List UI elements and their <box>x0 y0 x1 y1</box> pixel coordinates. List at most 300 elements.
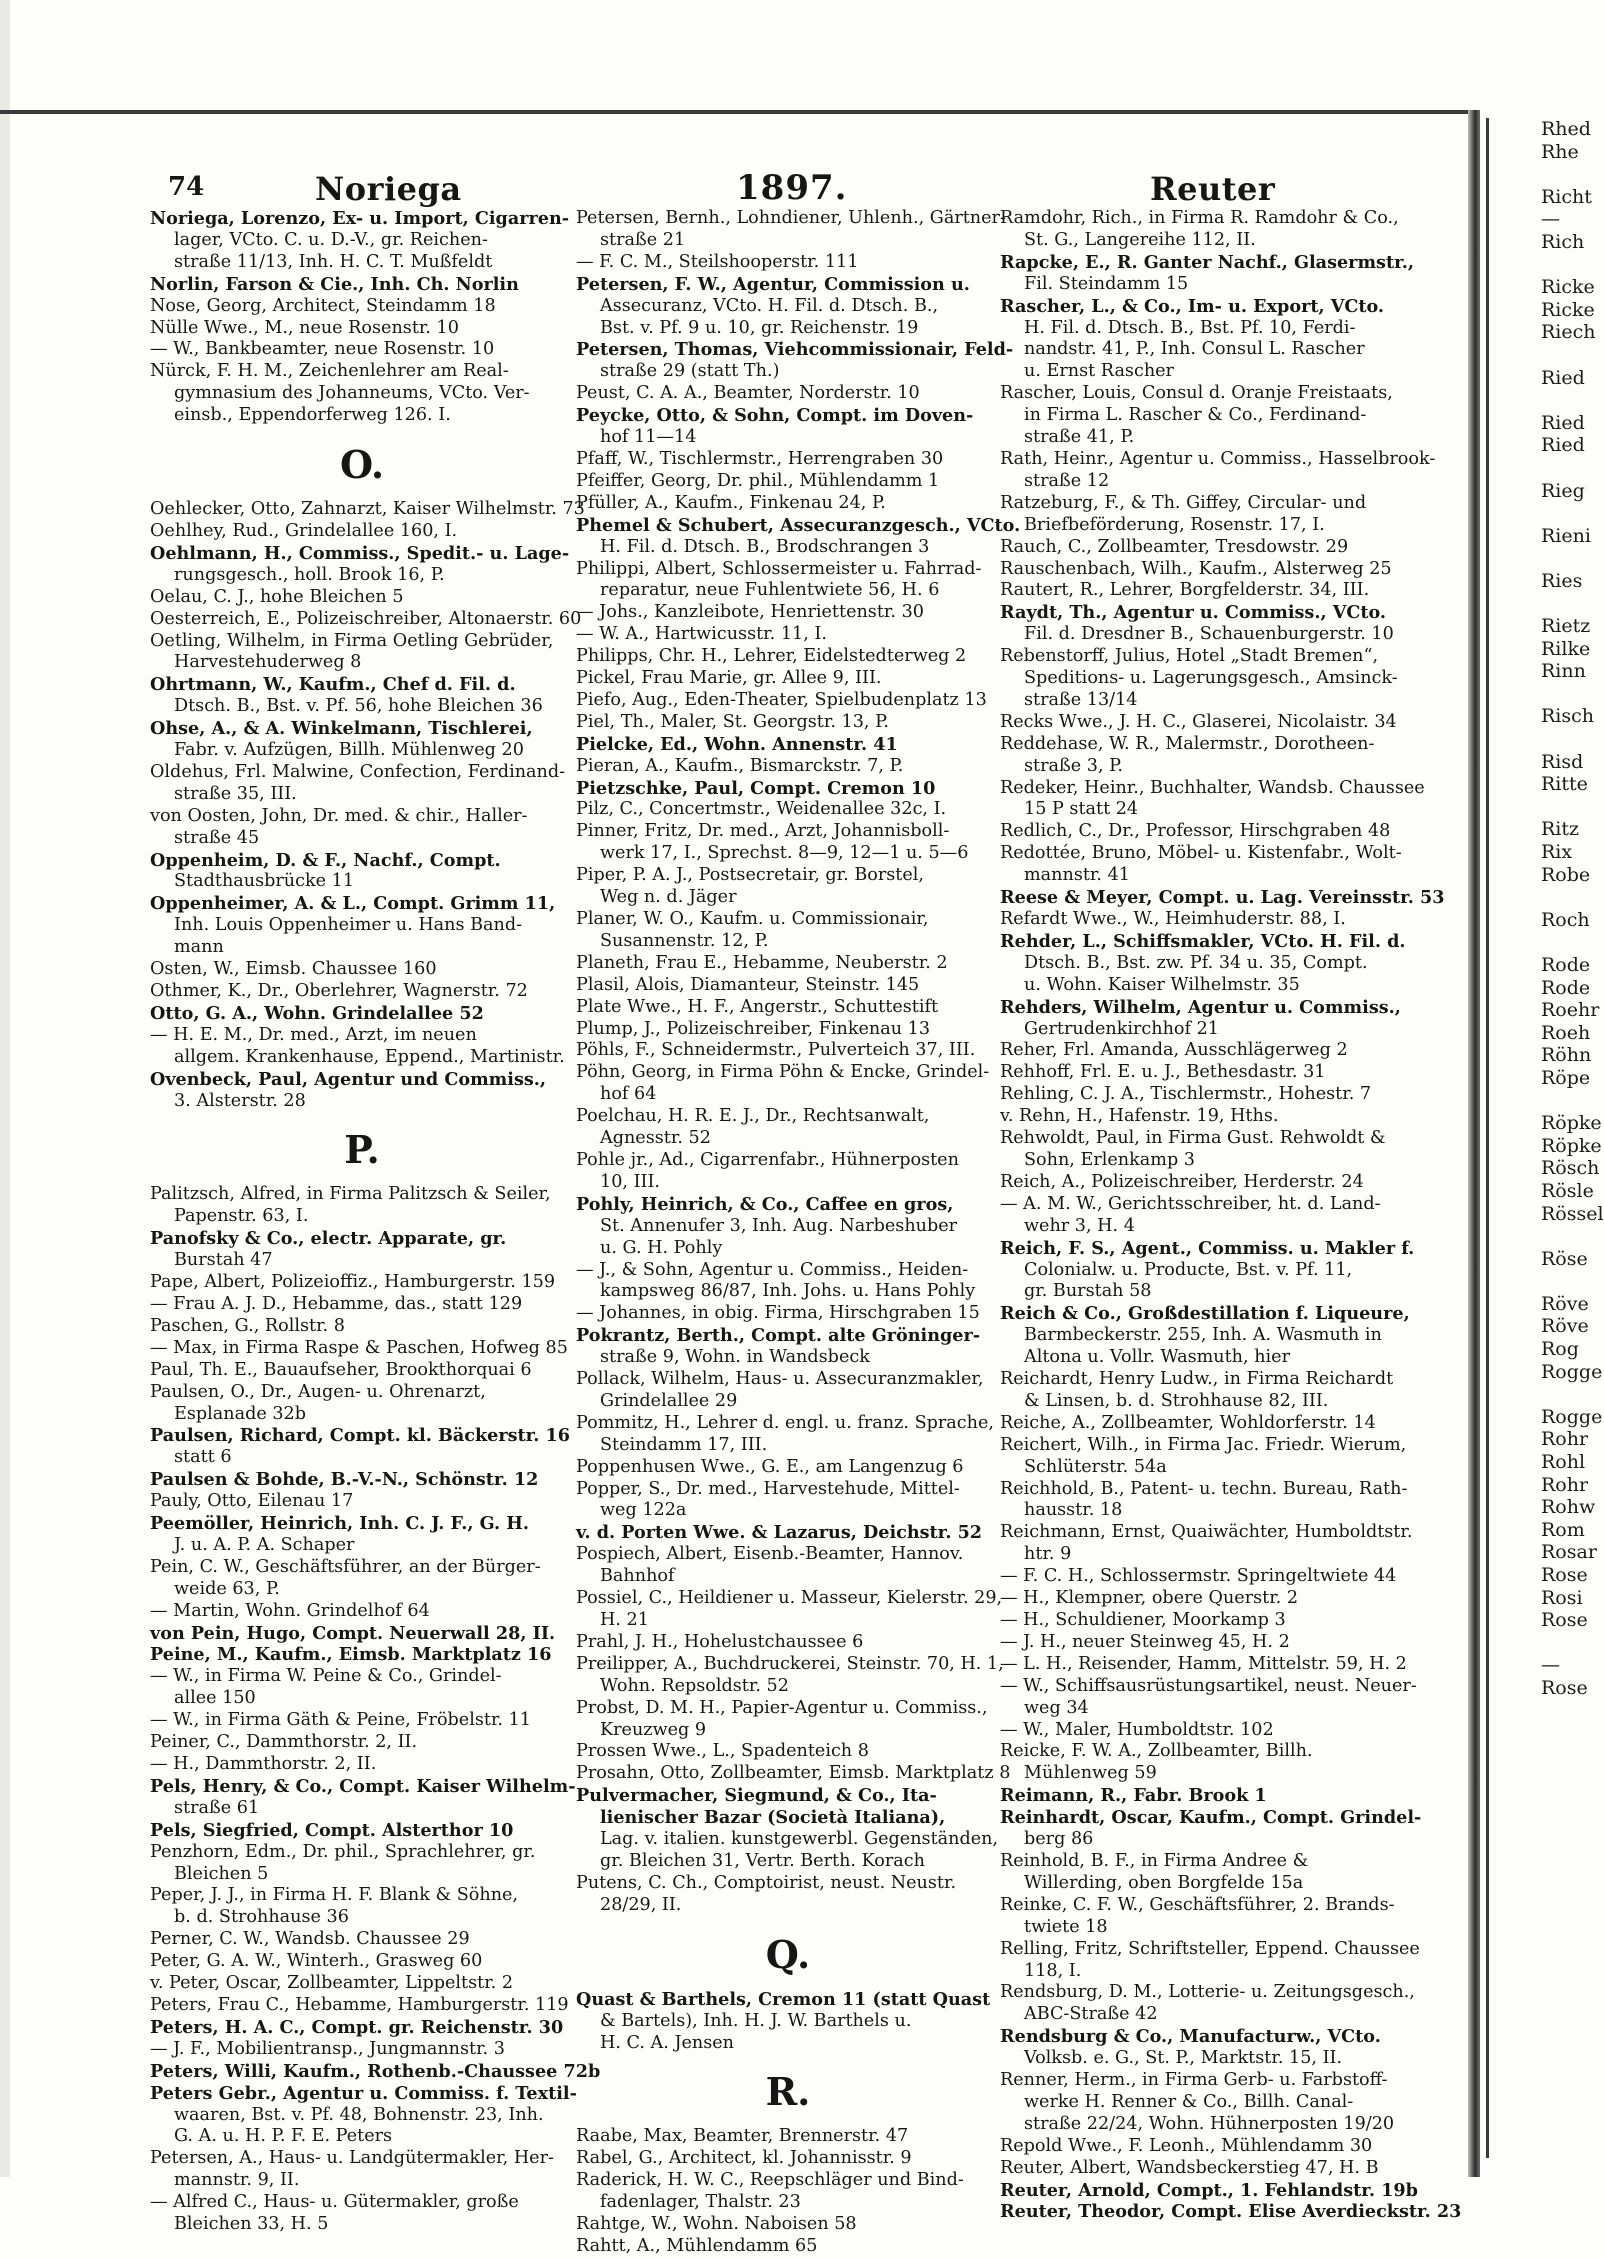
directory-entry: Rahtt, A., Mühlendamm 65 <box>576 2235 818 2256</box>
directory-entry: Planer, W. O., Kaufm. u. Commissionair, <box>576 909 929 929</box>
entry-continuation: htr. 9 <box>1024 1544 1072 1565</box>
directory-entry: Renner, Herm., in Firma Gerb- u. Farbstoff- <box>1000 2070 1388 2091</box>
next-page-fragment <box>1489 796 1603 819</box>
next-page-fragment: Röve <box>1541 1292 1589 1315</box>
directory-entry: Reddehase, W. R., Malermstr., Dorotheen- <box>1000 733 1375 754</box>
next-page-fragment: Röpke <box>1541 1112 1602 1135</box>
directory-entry: Nose, Georg, Architect, Steindamm 18 <box>150 295 496 316</box>
column-3 <box>1000 208 1462 2223</box>
section-letter: Q. <box>765 1931 811 1977</box>
entry-continuation: straße 61 <box>174 1797 260 1818</box>
next-page-fragment: Rog <box>1541 1338 1579 1361</box>
page-header <box>150 168 1470 212</box>
entry-continuation: Bleichen 5 <box>174 1863 269 1884</box>
next-page-fragment: Röpke <box>1541 1134 1602 1157</box>
next-page-fragment: Ries <box>1541 569 1583 592</box>
directory-entry: Peemöller, Heinrich, Inh. C. J. F., G. H. <box>150 1513 530 1535</box>
directory-entry: Ramdohr, Rich., in Firma R. Ramdohr & Co., <box>1000 208 1399 228</box>
entry-continuation: kampsweg 86/87, Inh. Johs. u. Hans Pohly <box>600 1281 976 1302</box>
entry-continuation: straße 12 <box>1024 470 1110 491</box>
directory-entry: Reichardt, Henry Ludw., in Firma Reichardt <box>1000 1369 1394 1390</box>
directory-entry: Pohly, Heinrich, & Co., Caffee en gros, <box>576 1193 954 1215</box>
directory-entry: Plate Wwe., H. F., Angerstr., Schuttestift <box>576 996 939 1017</box>
directory-entry: Reuter, Theodor, Compt. Elise Averdieckstr. 23 <box>1000 2201 1462 2223</box>
directory-entry: Paulsen & Bohde, B.-V.-N., Schönstr. 12 <box>150 1469 539 1491</box>
directory-entry: Raderick, H. W. C., Reepschläger und Bind- <box>576 2170 964 2191</box>
entry-continuation: 15 P statt 24 <box>1024 799 1139 820</box>
entry-continuation: straße 45 <box>174 827 260 848</box>
entry-continuation: in Firma L. Rascher & Co., Ferdinand- <box>1024 405 1367 426</box>
next-page-edge <box>1486 118 1603 2158</box>
section-letter: P. <box>344 1127 380 1173</box>
entry-continuation: Volksb. e. G., St. P., Marktstr. 15, II. <box>1024 2048 1343 2069</box>
next-page-fragment <box>1489 254 1603 277</box>
directory-entry: Pilz, C., Concertmstr., Weidenallee 32c, I. <box>576 799 947 820</box>
directory-entry: Phemel & Schubert, Assecuranzgesch., VCto. <box>576 514 1021 536</box>
entry-continuation: lienischer Bazar (Società Italiana), <box>600 1807 946 1829</box>
entry-continuation: straße 21 <box>600 229 686 250</box>
entry-continuation: St. Annenufer 3, Inh. Aug. Narbeshuber <box>600 1215 958 1236</box>
next-page-fragment: Rösch <box>1541 1157 1600 1180</box>
directory-entry: Oppenheim, D. & F., Nachf., Compt. <box>150 849 501 871</box>
next-page-fragment <box>1489 389 1603 412</box>
directory-entry: Pielcke, Ed., Wohn. Annenstr. 41 <box>576 733 898 755</box>
next-page-fragment <box>1489 931 1603 954</box>
directory-entry: Reimann, R., Fabr. Brook 1 <box>1000 1785 1267 1807</box>
next-page-fragment: Richt <box>1541 185 1592 208</box>
directory-entry: Peters, Willi, Kaufm., Rothenb.-Chaussee 72b <box>150 2060 601 2082</box>
entry-continuation: J. u. A. P. A. Schaper <box>174 1534 355 1555</box>
directory-entry: Poppenhusen Wwe., G. E., am Langenzug 6 <box>576 1456 964 1477</box>
directory-entry: — Johannes, in obig. Firma, Hirschgraben 15 <box>576 1303 980 1324</box>
directory-entry: Rascher, L., & Co., Im- u. Export, VCto. <box>1000 295 1385 317</box>
entry-continuation: Colonialw. u. Producte, Bst. v. Pf. 11, <box>1024 1259 1353 1280</box>
entry-continuation: straße 35, III. <box>174 783 297 804</box>
directory-entry: — H., Schuldiener, Moorkamp 3 <box>1000 1610 1286 1630</box>
next-page-fragment <box>1489 1383 1603 1406</box>
directory-entry: v. Peter, Oscar, Zollbeamter, Lippeltstr. 2 <box>150 1973 514 1994</box>
entry-continuation: Bahnhof <box>600 1566 675 1587</box>
entry-continuation: Dtsch. B., Bst. zw. Pf. 34 u. 35, Compt. <box>1024 952 1368 973</box>
next-page-fragment: Rinn <box>1541 660 1586 683</box>
entry-continuation: berg 86 <box>1024 1829 1094 1850</box>
directory-entry: Reichert, Wilh., in Firma Jac. Friedr. Wierum, <box>1000 1434 1407 1455</box>
directory-entry: Repold Wwe., F. Leonh., Mühlendamm 30 <box>1000 2135 1373 2156</box>
next-page-fragment: Roehr <box>1541 999 1600 1022</box>
directory-entry: Rahtge, W., Wohn. Naboisen 58 <box>576 2214 857 2235</box>
entry-continuation: einsb., Eppendorferweg 126. I. <box>174 405 451 426</box>
entry-continuation: twiete 18 <box>1024 1916 1108 1937</box>
entry-continuation: Papenstr. 63, I. <box>174 1206 309 1227</box>
next-page-fragment <box>1489 886 1603 909</box>
scan-edge <box>0 0 10 2177</box>
next-page-fragment: — <box>1541 208 1560 231</box>
directory-entry: von Pein, Hugo, Compt. Neuerwall 28, II. <box>150 1622 556 1644</box>
directory-entry: Paulsen, O., Dr., Augen- u. Ohrenarzt, <box>150 1381 486 1402</box>
directory-entry: Pels, Henry, & Co., Compt. Kaiser Wilhelm- <box>150 1775 576 1797</box>
directory-entry: Paulsen, Richard, Compt. kl. Bäckerstr. 16 <box>150 1425 571 1447</box>
next-page-fragment: Rohl <box>1541 1451 1586 1474</box>
directory-entry: v. d. Porten Wwe. & Lazarus, Deichstr. 52 <box>576 1522 983 1544</box>
directory-entry: Raabe, Max, Beamter, Brennerstr. 47 <box>576 2126 909 2147</box>
entry-continuation: fadenlager, Thalstr. 23 <box>600 2192 801 2213</box>
directory-entry: Refardt Wwe., W., Heimhuderstr. 88, I. <box>1000 909 1346 929</box>
entry-continuation: weg 122a <box>600 1500 687 1521</box>
entry-continuation: H. Fil. d. Dtsch. B., Brodschrangen 3 <box>600 536 930 557</box>
directory-entry: — H., Dammthorstr. 2, II. <box>150 1754 377 1774</box>
entry-continuation: Grindelallee 29 <box>600 1390 738 1411</box>
directory-entry: Pollack, Wilhelm, Haus- u. Assecuranzmakler, <box>576 1369 984 1390</box>
entry-continuation: u. Ernst Rascher <box>1024 361 1174 382</box>
directory-entry: Plasil, Alois, Diamanteur, Steinstr. 145 <box>576 974 920 995</box>
directory-entry: Petersen, Thomas, Viehcommissionair, Feld- <box>576 339 1014 361</box>
entry-continuation: Fabr. v. Aufzügen, Billh. Mühlenweg 20 <box>174 740 524 761</box>
directory-entry: Peters, Frau C., Hebamme, Hamburgerstr. 119 <box>150 1994 569 2015</box>
directory-entry: Reinhold, B. F., in Firma Andree & <box>1000 1850 1309 1871</box>
directory-entry: Pieran, A., Kaufm., Bismarckstr. 7, P. <box>576 755 904 776</box>
left-headword: Noriega <box>315 170 462 208</box>
entry-continuation: Speditions- u. Lagerungsgesch., Amsinck- <box>1024 668 1398 689</box>
directory-entry: — F. C. H., Schlossermstr. Springeltwiete 44 <box>1000 1566 1397 1587</box>
entry-continuation: Fil. Steindamm 15 <box>1024 273 1189 294</box>
directory-entry: Pfaff, W., Tischlermstr., Herrengraben 30 <box>576 448 944 469</box>
entry-continuation: Sohn, Erlenkamp 3 <box>1024 1149 1195 1170</box>
directory-entry: — W., Schiffsausrüstungsartikel, neust. Neuer- <box>1000 1675 1417 1696</box>
directory-entry: Recks Wwe., J. H. C., Glaserei, Nicolaistr. 34 <box>1000 711 1397 732</box>
entry-continuation: straße 29 (statt Th.) <box>600 361 780 382</box>
directory-entry: Petersen, Bernh., Lohndiener, Uhlenh., Gärtner- <box>576 208 1006 228</box>
entry-continuation: Schlüterstr. 54a <box>1024 1456 1167 1477</box>
next-page-fragment: Rohw <box>1541 1496 1596 1519</box>
directory-entry: — F. C. M., Steilshooperstr. 111 <box>576 251 859 272</box>
next-page-fragment <box>1489 1090 1603 1113</box>
entry-continuation: & Bartels), Inh. H. J. W. Barthels u. <box>600 2010 912 2031</box>
directory-entry: Oehlhey, Rud., Grindelallee 160, I. <box>150 520 458 541</box>
directory-entry: Reuter, Albert, Wandsbeckerstieg 47, H. B <box>1000 2157 1379 2178</box>
directory-entry: Pinner, Fritz, Dr. med., Arzt, Johannisboll- <box>576 821 950 842</box>
directory-entry: — W., Bankbeamter, neue Rosenstr. 10 <box>150 339 495 360</box>
next-page-fragment: Rose <box>1541 1676 1588 1699</box>
directory-entry: Oehlmann, H., Commiss., Spedit.- u. Lage- <box>150 542 570 564</box>
entry-continuation: waaren, Bst. v. Pf. 48, Bohnenstr. 23, Inh. <box>174 2104 544 2125</box>
entry-continuation: straße 13/14 <box>1024 689 1138 710</box>
entry-continuation: Dtsch. B., Bst. v. Pf. 56, hohe Bleichen 36 <box>174 696 543 717</box>
next-page-fragment: Rogge <box>1541 1360 1603 1383</box>
directory-entry: Possiel, C., Heildiener u. Masseur, Kielerstr. 29, <box>576 1588 1003 1609</box>
directory-entry: — W., in Firma Gäth & Peine, Fröbelstr. 11 <box>150 1710 531 1731</box>
directory-entry: Poelchau, H. R. E. J., Dr., Rechtsanwalt, <box>576 1106 930 1127</box>
directory-entry: — L. H., Reisender, Hamm, Mittelstr. 59, H. 2 <box>1000 1653 1407 1674</box>
entry-continuation: straße 9, Wohn. in Wandsbeck <box>600 1347 870 1368</box>
directory-entry: Peters, H. A. C., Compt. gr. Reichenstr. 30 <box>150 2016 564 2038</box>
entry-continuation: mann <box>174 937 224 958</box>
directory-entry: Pfüller, A., Kaufm., Finkenau 24, P. <box>576 492 886 513</box>
entry-continuation: Stadthausbrücke 11 <box>174 871 355 892</box>
directory-entry: Rehwoldt, Paul, in Firma Gust. Rehwoldt & <box>1000 1128 1386 1149</box>
entry-continuation: Briefbeförderung, Rosenstr. 17, I. <box>1024 514 1325 535</box>
directory-entry: Nürck, F. H. M., Zeichenlehrer am Real- <box>150 361 509 382</box>
directory-entry: Reinke, C. F. W., Geschäftsführer, 2. Brands- <box>1000 1894 1395 1915</box>
directory-entry: Reuter, Arnold, Compt., 1. Fehlandstr. 19b <box>1000 2179 1418 2201</box>
directory-entry: Pöhn, Georg, in Firma Pöhn & Encke, Grindel- <box>576 1062 990 1083</box>
directory-entry: Rauch, C., Zollbeamter, Tresdowstr. 29 <box>1000 536 1349 557</box>
entry-continuation: Barmbeckerstr. 255, Inh. A. Wasmuth in <box>1024 1325 1382 1346</box>
entry-continuation: wehr 3, H. 4 <box>1024 1215 1135 1236</box>
entry-continuation: u. Wohn. Kaiser Wilhelmstr. 35 <box>1024 974 1300 995</box>
directory-entry: Rabel, G., Architect, kl. Johannisstr. 9 <box>576 2148 912 2169</box>
next-page-fragment: — <box>1541 1654 1560 1677</box>
section-letter: R. <box>765 2069 811 2115</box>
directory-entry: Pokrantz, Berth., Compt. alte Gröninger- <box>576 1325 981 1347</box>
directory-entry: Noriega, Lorenzo, Ex- u. Import, Cigarren- <box>150 208 570 229</box>
directory-entry: — H. E. M., Dr. med., Arzt, im neuen <box>150 1024 477 1045</box>
entry-continuation: hof 64 <box>600 1084 657 1105</box>
directory-entry: Raydt, Th., Agentur u. Commiss., VCto. <box>1000 602 1387 624</box>
directory-entry: — W., in Firma W. Peine & Co., Grindel- <box>150 1666 502 1687</box>
directory-entry: Nülle Wwe., M., neue Rosenstr. 10 <box>150 317 459 338</box>
next-page-fragment: Rose <box>1541 1609 1588 1632</box>
next-page-fragment: Riech <box>1541 321 1596 344</box>
directory-entry: Reich, F. S., Agent., Commiss. u. Makler f. <box>1000 1237 1415 1259</box>
next-page-fragment <box>1489 592 1603 615</box>
entry-continuation: straße 3, P. <box>1024 755 1123 776</box>
next-page-fragment: Röse <box>1541 1247 1588 1270</box>
entry-continuation: Mühlenweg 59 <box>1024 1763 1157 1784</box>
next-page-fragment: Roch <box>1541 908 1590 931</box>
next-page-fragment: Rietz <box>1541 615 1591 638</box>
directory-entry: Peycke, Otto, & Sohn, Compt. im Doven- <box>576 405 974 427</box>
next-page-fragment <box>1489 457 1603 480</box>
entry-continuation: Susannenstr. 12, P. <box>600 930 769 951</box>
directory-entry: Reich, A., Polizeischreiber, Herderstr. 24 <box>1000 1171 1364 1192</box>
directory-entry: — Max, in Firma Raspe & Paschen, Hofweg 85 <box>150 1337 568 1358</box>
next-page-fragment: Risd <box>1541 750 1584 773</box>
entry-continuation: Weg n. d. Jäger <box>600 887 737 908</box>
directory-entry: Petersen, A., Haus- u. Landgütermakler, Her- <box>150 2148 554 2169</box>
directory-entry: Rendsburg, D. M., Lotterie- u. Zeitungsgesch., <box>1000 1982 1415 2003</box>
next-page-fragment: Ricke <box>1541 276 1595 299</box>
next-page-fragment: Ried <box>1541 411 1585 434</box>
entry-continuation: werke H. Renner & Co., Billh. Canal- <box>1024 2091 1354 2112</box>
entry-continuation: mannstr. 41 <box>1024 865 1130 886</box>
directory-entry: — A. M. W., Gerichtsschreiber, ht. d. Land- <box>1000 1193 1381 1214</box>
next-page-fragment: Rogge <box>1541 1405 1603 1428</box>
directory-entry: Oetling, Wilhelm, in Firma Oetling Gebrüder, <box>150 630 554 651</box>
directory-entry: Philipps, Chr. H., Lehrer, Eidelstedterweg 2 <box>576 646 967 667</box>
next-page-fragment: Rohr <box>1541 1473 1589 1496</box>
book-gutter <box>1468 110 1480 2177</box>
directory-entry: — J., & Sohn, Agentur u. Commiss., Heiden- <box>576 1259 969 1280</box>
directory-entry: Rautert, R., Lehrer, Borgfelderstr. 34, III. <box>1000 580 1370 601</box>
entry-continuation: allgem. Krankenhause, Eppend., Martinistr. <box>174 1046 565 1067</box>
entry-continuation: Bleichen 33, H. 5 <box>174 2214 329 2235</box>
entry-continuation: Altona u. Vollr. Wasmuth, hier <box>1024 1347 1290 1368</box>
directory-entry: Pohle jr., Ad., Cigarrenfabr., Hühnerposten <box>576 1149 959 1170</box>
next-page-fragment: Röve <box>1541 1315 1589 1338</box>
directory-entry: — W., Maler, Humboldtstr. 102 <box>1000 1719 1274 1740</box>
entry-continuation: Burstah 47 <box>174 1250 273 1271</box>
next-page-fragment: Rieg <box>1541 479 1585 502</box>
directory-entry: Pöhls, F., Schneidermstr., Pulverteich 37, III. <box>576 1040 976 1061</box>
directory-entry: Rascher, Louis, Consul d. Oranje Freistaats, <box>1000 383 1393 404</box>
directory-entry: Quast & Barthels, Cremon 11 (statt Quast <box>576 1988 991 2010</box>
directory-entry: Pulvermacher, Siegmund, & Co., Ita- <box>576 1785 937 1807</box>
directory-entry: — Alfred C., Haus- u. Gütermakler, große <box>150 2192 519 2213</box>
entry-continuation: Willerding, oben Borgfelde 15a <box>1024 1872 1304 1893</box>
page-top-rule <box>0 110 1470 114</box>
directory-entry: Redottée, Bruno, Möbel- u. Kistenfabr., Wolt- <box>1000 843 1402 864</box>
next-page-fragment: Roeh <box>1541 1021 1591 1044</box>
entry-continuation: Wohn. Repsoldstr. 52 <box>600 1675 789 1696</box>
entry-continuation: G. A. u. H. P. F. E. Peters <box>174 2126 393 2147</box>
directory-entry: von Oosten, John, Dr. med. & chir., Haller- <box>150 805 528 826</box>
directory-entry: Reichmann, Ernst, Quaiwächter, Humboldtstr. <box>1000 1522 1413 1543</box>
directory-entry: Oesterreich, E., Polizeischreiber, Altonaerstr. 60 <box>150 608 582 629</box>
next-page-fragment: Ried <box>1541 434 1585 457</box>
directory-entry: Ratzeburg, F., & Th. Giffey, Circular- und <box>1000 492 1367 513</box>
entry-continuation: Harvestehuderweg 8 <box>174 652 362 673</box>
entry-continuation: werk 17, I., Sprechst. 8—9, 12—1 u. 5—6 <box>600 843 969 864</box>
entry-continuation: 118, I. <box>1024 1960 1082 1981</box>
entry-continuation: weide 63, P. <box>174 1578 280 1599</box>
entry-continuation: gymnasium des Johanneums, VCto. Ver- <box>174 383 530 404</box>
directory-entry: Plump, J., Polizeischreiber, Finkenau 13 <box>576 1018 931 1039</box>
directory-entry: Reicke, F. W. A., Zollbeamter, Billh. <box>1000 1741 1313 1762</box>
next-page-fragment <box>1489 502 1603 525</box>
directory-entry: Prossen Wwe., L., Spadenteich 8 <box>576 1741 869 1762</box>
directory-entry: Petersen, F. W., Agentur, Commission u. <box>576 273 970 295</box>
directory-entry: Rehders, Wilhelm, Agentur u. Commiss., <box>1000 996 1401 1018</box>
directory-entry: Pickel, Frau Marie, gr. Allee 9, III. <box>576 668 882 689</box>
directory-entry: Rapcke, E., R. Ganter Nachf., Glasermstr., <box>1000 251 1414 273</box>
directory-entry: Piefo, Aug., Eden-Theater, Spielbudenplatz 13 <box>576 689 987 710</box>
directory-entry: Oldehus, Frl. Malwine, Confection, Ferdinand- <box>150 761 566 782</box>
entry-continuation: straße 11/13, Inh. H. C. T. Mußfeldt <box>174 251 493 272</box>
directory-entry: Reese & Meyer, Compt. u. Lag. Vereinsstr. 53 <box>1000 887 1445 909</box>
directory-entry: Redlich, C., Dr., Professor, Hirschgraben 48 <box>1000 821 1391 842</box>
entry-continuation: Lag. v. italien. kunstgewerbl. Gegenständen, <box>600 1829 999 1850</box>
directory-entry: Redeker, Heinr., Buchhalter, Wandsb. Chaussee <box>1000 777 1425 798</box>
next-page-fragment <box>1489 163 1603 186</box>
entry-continuation: nandstr. 41, P., Inh. Consul L. Rascher <box>1024 339 1365 360</box>
next-page-fragment <box>1489 683 1603 706</box>
directory-entry: Paul, Th. E., Bauaufseher, Brookthorquai 6 <box>150 1359 532 1380</box>
next-page-fragment: Rosi <box>1541 1586 1583 1609</box>
entry-continuation: allee 150 <box>174 1688 256 1709</box>
next-page-fragment <box>1489 1225 1603 1248</box>
next-page-fragment <box>1489 547 1603 570</box>
directory-entry: Rehling, C. J. A., Tischlermstr., Hohestr. 7 <box>1000 1084 1372 1105</box>
entry-continuation: Steindamm 17, III. <box>600 1434 768 1455</box>
entry-continuation: Assecuranz, VCto. H. Fil. d. Dtsch. B., <box>600 295 939 316</box>
next-page-fragment: Risch <box>1541 705 1595 728</box>
next-page-fragment: Rhe <box>1541 140 1579 163</box>
directory-entry: Peust, C. A. A., Beamter, Norderstr. 10 <box>576 383 920 404</box>
directory-entry: Prosahn, Otto, Zollbeamter, Eimsb. Marktplatz 8 <box>576 1763 1011 1784</box>
directory-entry: Planeth, Frau E., Hebamme, Neuberstr. 2 <box>576 952 948 973</box>
entry-continuation: Fil. d. Dresdner B., Schauenburgerstr. 10 <box>1024 624 1394 645</box>
directory-entry: Perner, C. W., Wandsb. Chaussee 29 <box>150 1929 470 1950</box>
entry-continuation: weg 34 <box>1024 1697 1089 1718</box>
directory-entry: v. Rehn, H., Hafenstr. 19, Hths. <box>1000 1106 1279 1127</box>
next-page-fragment: Rich <box>1541 230 1585 253</box>
directory-entry: Probst, D. M. H., Papier-Agentur u. Commiss., <box>576 1697 988 1718</box>
entry-continuation: & Linsen, b. d. Strohhause 82, III. <box>1024 1390 1329 1411</box>
entry-continuation: reparatur, neue Fuhlentwiete 56, H. 6 <box>600 580 940 601</box>
entry-continuation: lager, VCto. C. u. D.-V., gr. Reichen- <box>174 229 488 250</box>
directory-entry: Panofsky & Co., electr. Apparate, gr. <box>150 1228 507 1250</box>
entry-continuation: Kreuzweg 9 <box>600 1719 707 1740</box>
column-2 <box>576 208 1021 2256</box>
directory-entry: Relling, Fritz, Schriftsteller, Eppend. Chaussee <box>1000 1938 1420 1959</box>
directory-entry: Peters Gebr., Agentur u. Commiss. f. Textil- <box>150 2082 577 2104</box>
directory-entry: Pfeiffer, Georg, Dr. phil., Mühlendamm 1 <box>576 470 940 491</box>
directory-entry: Pein, C. W., Geschäftsführer, an der Bürger- <box>150 1556 541 1577</box>
directory-entry: Otto, G. A., Wohn. Grindelallee 52 <box>150 1002 484 1024</box>
next-page-fragment: Rosar <box>1541 1541 1597 1564</box>
next-page-fragment: Ried <box>1541 366 1585 389</box>
directory-entry: Peiner, C., Dammthorstr. 2, II. <box>150 1732 418 1753</box>
directory-entry: Philippi, Albert, Schlossermeister u. Fahrrad- <box>576 558 982 579</box>
directory-entry: Reichhold, B., Patent- u. techn. Bureau, Rath- <box>1000 1478 1408 1499</box>
next-page-fragment: Rösle <box>1541 1179 1594 1202</box>
directory-entry: — Johs., Kanzleibote, Henriettenstr. 30 <box>576 602 924 623</box>
directory-entry: — W. A., Hartwicusstr. 11, I. <box>576 624 827 645</box>
entry-continuation: 28/29, II. <box>600 1894 682 1915</box>
next-page-fragment: Rössel <box>1541 1202 1604 1225</box>
entry-continuation: H. Fil. d. Dtsch. B., Bst. Pf. 10, Ferdi- <box>1024 317 1356 338</box>
directory-entry: Reher, Frl. Amanda, Ausschlägerweg 2 <box>1000 1040 1348 1061</box>
directory-entry: Rath, Heinr., Agentur u. Commiss., Hasselbrook- <box>1000 448 1436 469</box>
next-page-fragment: Rhed <box>1541 118 1591 140</box>
next-page-fragment <box>1489 1270 1603 1293</box>
directory-entry: — Martin, Wohn. Grindelhof 64 <box>150 1600 430 1621</box>
directory-entry: Ohrtmann, W., Kaufm., Chef d. Fil. d. <box>150 674 516 696</box>
entry-continuation: hausstr. 18 <box>1024 1500 1123 1521</box>
entry-continuation: gr. Burstah 58 <box>1024 1281 1152 1302</box>
directory-entry: Oppenheimer, A. & L., Compt. Grimm 11, <box>150 893 556 915</box>
entry-continuation: straße 41, P. <box>1024 427 1135 448</box>
entry-continuation: H. C. A. Jensen <box>600 2032 735 2053</box>
entry-continuation: Bst. v. Pf. 9 u. 10, gr. Reichenstr. 19 <box>600 317 919 338</box>
next-page-fragment: Rode <box>1541 976 1591 999</box>
directory-entry: Rebenstorff, Julius, Hotel „Stadt Bremen“, <box>1000 646 1379 667</box>
next-page-fragment: Rode <box>1541 953 1591 976</box>
entry-continuation: u. G. H. Pohly <box>600 1237 723 1258</box>
directory-entry: Pels, Siegfried, Compt. Alsterthor 10 <box>150 1819 514 1841</box>
directory-entry: Putens, C. Ch., Comptoirist, neust. Neustr. <box>576 1872 957 1893</box>
directory-entry: Pape, Albert, Polizeioffiz., Hamburgerstr. 159 <box>150 1272 556 1293</box>
directory-entry: Paschen, G., Rollstr. 8 <box>150 1315 345 1336</box>
entry-continuation: gr. Bleichen 31, Vertr. Berth. Korach <box>600 1850 925 1871</box>
next-page-fragment: Robe <box>1541 863 1591 886</box>
entry-continuation: rungsgesch., holl. Brook 16, P. <box>174 564 445 585</box>
directory-entry: Preilipper, A., Buchdruckerei, Steinstr. 70, H. 1, <box>576 1653 1004 1674</box>
entry-continuation: Gertrudenkirchhof 21 <box>1024 1018 1219 1039</box>
directory-entry: Reinhardt, Oscar, Kaufm., Compt. Grindel- <box>1000 1807 1422 1829</box>
column-1 <box>150 208 601 2235</box>
directory-entry: Popper, S., Dr. med., Harvestehude, Mittel- <box>576 1478 960 1499</box>
next-page-fragment <box>1489 1632 1603 1655</box>
directory-entry: Rendsburg & Co., Manufacturw., VCto. <box>1000 2026 1381 2048</box>
directory-entry: — J. H., neuer Steinweg 45, H. 2 <box>1000 1631 1290 1652</box>
next-page-fragment: Rohr <box>1541 1428 1589 1451</box>
directory-entry: Piper, P. A. J., Postsecretair, gr. Borstel, <box>576 865 924 886</box>
entry-continuation: ABC-Straße 42 <box>1024 2004 1158 2025</box>
directory-entry: Peter, G. A. W., Winterh., Grasweg 60 <box>150 1951 483 1972</box>
directory-entry: Peper, J. J., in Firma H. F. Blank & Söhne, <box>150 1885 519 1906</box>
right-headword: Reuter <box>1150 170 1276 208</box>
